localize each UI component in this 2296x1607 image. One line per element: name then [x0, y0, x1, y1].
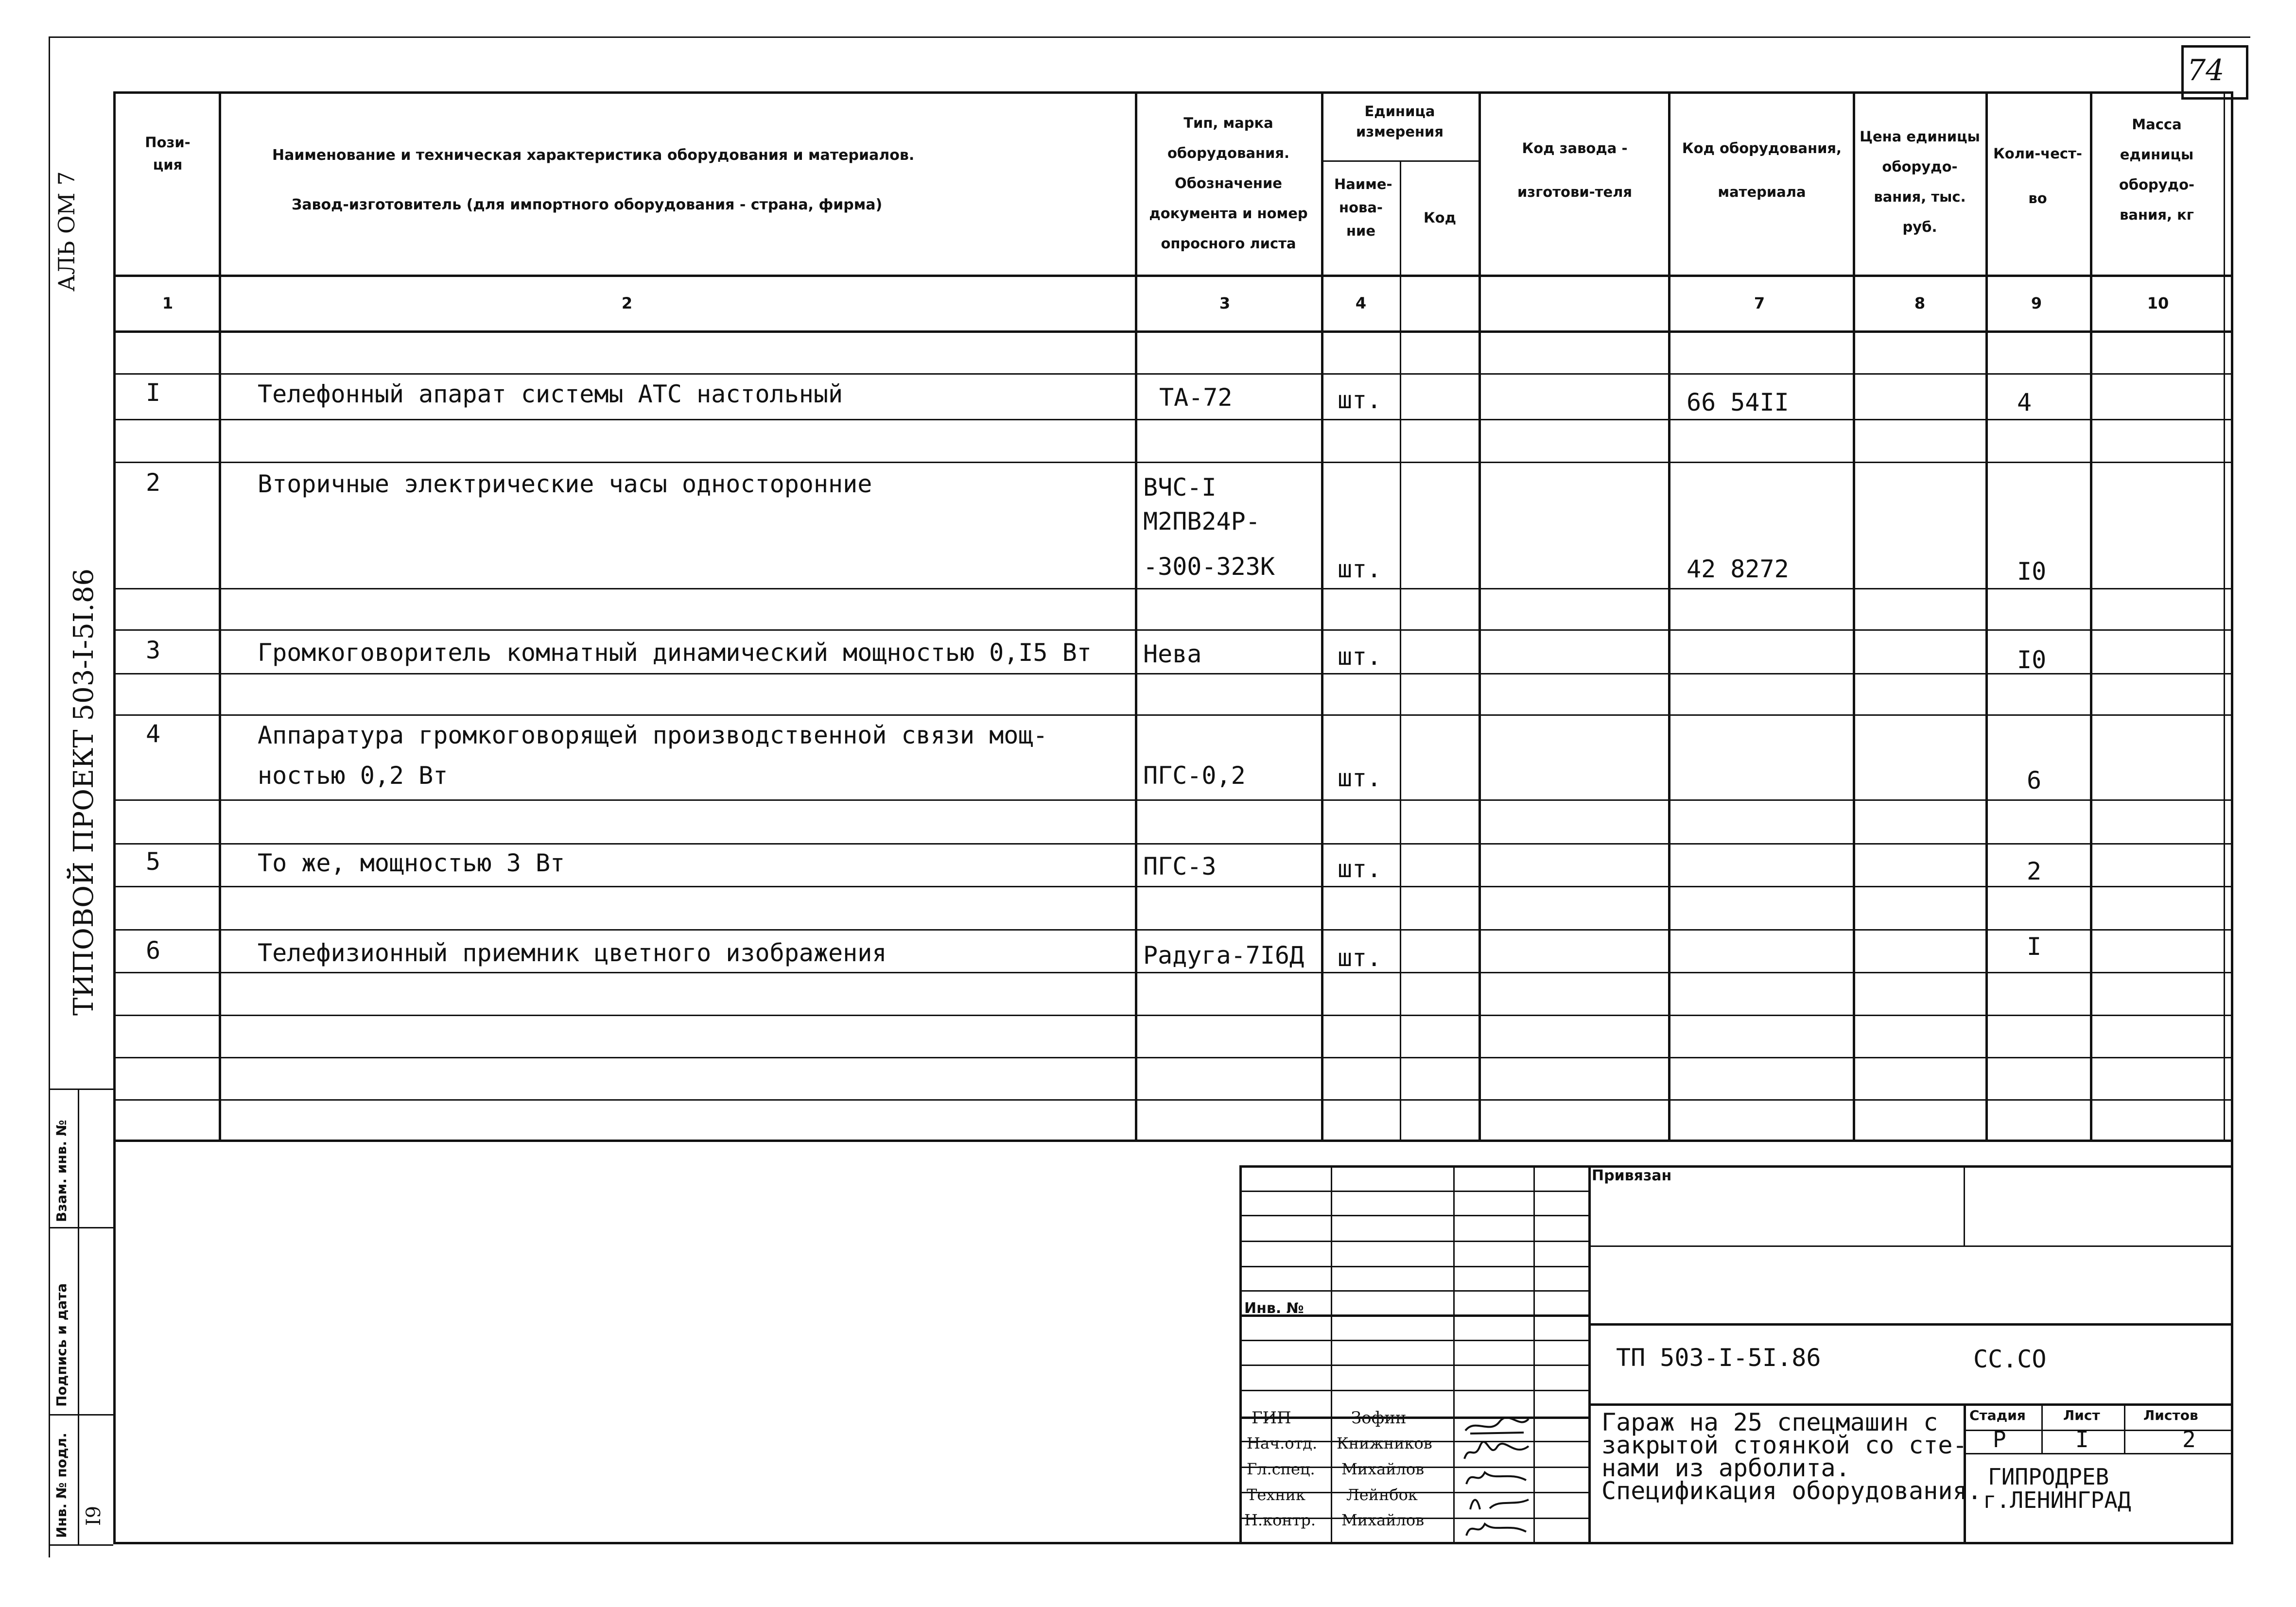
side-box-line [49, 1089, 50, 1545]
col-line [1135, 91, 1137, 1141]
tb-inv-label: Инв. № [1244, 1300, 1304, 1317]
header-name-line1: Наименование и техническая характеристика оборудования и материалов. [272, 147, 915, 164]
side-box-line [78, 1089, 79, 1545]
header-factory-code: Код завода - изготови-теля [1517, 140, 1633, 200]
row-line [113, 1015, 2233, 1016]
row5-unit: шт. [1338, 855, 1382, 883]
header-unit-group: Единица измерения [1356, 103, 1444, 140]
side-label-podpis: Подпись и дата [53, 1283, 70, 1407]
col-line [1985, 91, 1988, 1141]
colnum-1: 1 [162, 294, 174, 312]
col-line [1478, 91, 1481, 1141]
tb-line [1588, 1323, 2233, 1326]
tb-line [1588, 1165, 1591, 1544]
row3-name: Громкоговоритель комнатный динамический мощностью 0,I5 Вт [258, 639, 1092, 667]
tb-line [2124, 1403, 2125, 1453]
row5-type: ПГС-3 [1143, 852, 1217, 881]
row1-code: 66 54II [1687, 388, 1789, 416]
signature-leynbok [1461, 1492, 1533, 1513]
side-inv-value: I9 [83, 1505, 105, 1526]
row2-qty: I0 [2017, 557, 2047, 586]
signature-mihaylov-2 [1461, 1518, 1533, 1539]
tb-line [1239, 1390, 1588, 1391]
row2-unit: шт. [1338, 555, 1382, 583]
row-line [113, 886, 2233, 887]
row-line [113, 1057, 2233, 1058]
col-line [1321, 91, 1323, 1141]
colnum-2: 2 [621, 294, 633, 312]
header-unit-code: Код [1423, 209, 1457, 226]
row2-type-line1: ВЧС-I [1143, 473, 1217, 501]
row4-unit: шт. [1338, 764, 1382, 792]
signature-knizhnikov [1461, 1441, 1533, 1463]
signature-mihaylov [1461, 1467, 1533, 1488]
tb-line [1588, 1403, 2233, 1406]
row6-position: 6 [146, 936, 161, 965]
tb-line [1964, 1165, 1965, 1245]
row4-type: ПГС-0,2 [1143, 761, 1246, 790]
header-mass: Масса единицы оборудо-вания, кг [2119, 116, 2195, 223]
header-price: Цена единицы оборудо-вания, тыс. руб. [1860, 128, 1980, 235]
tb-line [1239, 1215, 1588, 1216]
row3-type: Нева [1143, 640, 1202, 668]
colnum-bottom-line [113, 330, 2233, 333]
tb-line [1239, 1340, 1588, 1341]
row-line [113, 373, 2233, 375]
side-box-line [49, 1414, 113, 1416]
row5-name: То же, мощностью 3 Вт [258, 849, 565, 877]
row6-type: Радуга-7I6Д [1143, 941, 1305, 969]
row-line [113, 629, 2233, 631]
side-box-line [49, 1544, 113, 1546]
row1-unit: шт. [1338, 386, 1382, 414]
tb-title-line3: нами из арболита. [1601, 1454, 1850, 1482]
tb-line [1453, 1165, 1455, 1544]
row4-position: 4 [146, 720, 161, 748]
tb-line [1239, 1290, 1588, 1292]
row-line [113, 843, 2233, 845]
row2-type-line3: -300-323К [1143, 553, 1275, 581]
tb-sheet-label: Лист [2063, 1407, 2100, 1423]
header-equipment-code: Код оборудования, материала [1682, 140, 1842, 200]
row-line [113, 673, 2233, 674]
page-number: 74 [2187, 53, 2225, 87]
tb-sheet-value: I [2075, 1426, 2089, 1452]
tb-line [1588, 1245, 2233, 1247]
tb-line [1239, 1191, 1588, 1192]
row5-position: 5 [146, 847, 161, 876]
tb-name-nachotd: Книжников [1337, 1434, 1432, 1452]
row3-unit: шт. [1338, 642, 1382, 671]
colnum-8: 8 [1914, 294, 1926, 312]
side-box-line [49, 1227, 113, 1228]
tb-name-tehnik: Лейнбок [1346, 1486, 1418, 1504]
tb-name-glspec: Михайлов [1341, 1460, 1425, 1478]
header-position: Пози-ция [145, 134, 191, 173]
row6-name: Телефизионный приемник цветного изображения [258, 939, 887, 967]
tb-privyazan: Привязан [1592, 1167, 1672, 1184]
tb-role-gip: ГИП [1252, 1408, 1291, 1428]
row-line [113, 588, 2233, 589]
row4-name-line2: ностью 0,2 Вт [258, 761, 448, 790]
side-code: АЛЬ ОМ 7 [53, 171, 80, 292]
tb-line [1239, 1365, 1588, 1366]
tb-doc-suffix: СС.СО [1973, 1345, 2047, 1373]
col-line [2090, 91, 2092, 1141]
row5-qty: 2 [2027, 857, 2042, 885]
side-box-line [49, 1089, 113, 1090]
row2-type-line2: М2ПВ24Р- [1143, 507, 1260, 536]
tb-role-nkontr: Н.контр. [1244, 1511, 1316, 1529]
row-line [113, 929, 2233, 931]
row-line [113, 972, 2233, 973]
row1-name: Телефонный апарат системы АТС настольный [258, 380, 843, 408]
tb-title-line4: Спецификация оборудования. [1601, 1477, 1982, 1505]
tb-title-line2: закрытой стоянкой со сте- [1601, 1431, 1967, 1459]
tb-name-nkontr: Михайлов [1341, 1511, 1425, 1529]
row6-unit: шт. [1338, 944, 1382, 972]
tb-line [1239, 1241, 1588, 1242]
col-line [2224, 91, 2225, 1141]
tb-stage-value: Р [1993, 1426, 2006, 1452]
tb-line [2041, 1403, 2043, 1453]
row1-qty: 4 [2017, 388, 2032, 416]
colnum-10: 10 [2147, 294, 2169, 312]
tb-line [1239, 1165, 1242, 1544]
colnum-4: 4 [1355, 294, 1367, 312]
row-line [113, 462, 2233, 463]
tb-role-glspec: Гл.спец. [1247, 1460, 1315, 1478]
row3-position: 3 [146, 636, 161, 664]
tb-sheets-value: 2 [2182, 1426, 2196, 1452]
signature-zofin [1461, 1415, 1533, 1436]
col-line [219, 91, 221, 1141]
header-bottom-line [113, 275, 2233, 277]
tb-line [1964, 1403, 1966, 1544]
row1-position: I [146, 379, 161, 407]
tb-sheets-label: Листов [2143, 1407, 2198, 1423]
header-quantity: Коли-чест-во [1993, 145, 2082, 207]
tb-org-line2: г.ЛЕНИНГРАД [1983, 1487, 2131, 1513]
col-line [1668, 91, 1670, 1141]
tb-title-line1: Гараж на 25 спецмашин с [1601, 1408, 1938, 1436]
tb-line [1239, 1417, 1588, 1419]
table-bottom-line [113, 1140, 2233, 1142]
tb-role-nachotd: Нач.отд. [1247, 1434, 1318, 1452]
row-line [113, 419, 2233, 420]
side-label-inv: Инв. № подл. [53, 1433, 70, 1538]
tb-org-line1: ГИПРОДРЕВ [1988, 1464, 2109, 1490]
header-unit-name: Наиме-нова-ние [1334, 176, 1392, 239]
tb-doc-code: ТП 503-I-5I.86 [1616, 1344, 1821, 1372]
tb-line [1964, 1453, 2233, 1454]
row2-code: 42 8272 [1687, 555, 1789, 583]
tb-role-tehnik: Техник [1247, 1486, 1305, 1504]
colnum-3: 3 [1219, 294, 1231, 312]
colnum-9: 9 [2031, 294, 2042, 312]
row-line [113, 714, 2233, 716]
row2-name: Вторичные электрические часы односторонние [258, 470, 872, 498]
tb-line [1239, 1165, 2233, 1168]
tb-line [1331, 1165, 1332, 1544]
row-line [113, 799, 2233, 801]
tb-line [1533, 1165, 1535, 1544]
row6-qty: I [2027, 933, 2042, 961]
row-line [113, 1099, 2233, 1101]
header-type: Тип, марка оборудования. Обозначение документа и номер опросного листа [1149, 115, 1308, 252]
side-project: ТИПОВОЙ ПРОЕКТ 503-I-5I.86 [68, 568, 100, 1016]
side-label-vzam: Взам. инв. № [53, 1120, 70, 1222]
top-margin-line [49, 36, 2250, 38]
tb-stage-label: Стадия [1969, 1407, 2026, 1423]
row3-qty: I0 [2017, 646, 2047, 674]
row4-name-line1: Аппаратура громкоговорящей производственной связи мощ- [258, 721, 1048, 749]
tb-line [1239, 1266, 1588, 1267]
row1-type: ТА-72 [1159, 383, 1233, 412]
row4-qty: 6 [2027, 766, 2042, 795]
col-line [1853, 91, 1855, 1141]
colnum-7: 7 [1754, 294, 1765, 312]
tb-name-gip: Зофин [1351, 1408, 1407, 1428]
row2-position: 2 [146, 468, 161, 497]
header-name-line2: Завод-изготовитель (для импортного оборудования - страна, фирма) [292, 196, 883, 213]
